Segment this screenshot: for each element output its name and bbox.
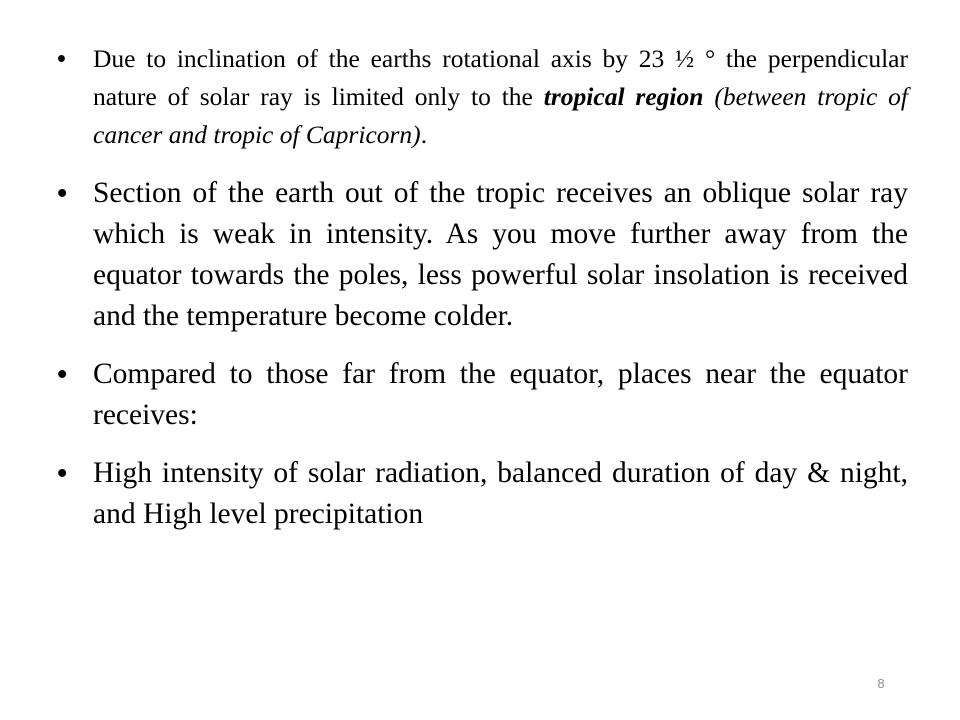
bullet-period: . xyxy=(420,120,428,149)
bullet-italic-text: (between tropic of cancer and tropic of Capricorn) xyxy=(93,82,908,149)
bullet-item xyxy=(57,173,908,337)
page-number: 8 xyxy=(877,676,885,691)
bullet-text: Compared to those far from the equator, places near the equator receives: xyxy=(93,358,908,431)
bullet-dot-icon: • xyxy=(57,358,68,391)
bullet-item xyxy=(57,354,908,436)
bullet-text: Due to inclination of the earths rotational axis by 23 ½ ° the perpendicular nature of solar ray is limited only to the xyxy=(93,44,908,111)
bullet-dot-icon: • xyxy=(57,45,66,73)
bullet-text: High intensity of solar radiation, balanced duration of day & night, and High level precipitation xyxy=(93,457,908,530)
bullet-text: Section of the earth out of the tropic receives an oblique solar ray which is weak in intensity. As you move further away from the equator towards the poles, less powerful solar insolation is received and the temperature become colder. xyxy=(93,177,908,332)
bullet-item xyxy=(57,40,908,154)
bullet-dot-icon: • xyxy=(57,457,68,490)
bullet-emphasis-text: tropical region xyxy=(543,82,704,111)
bullet-item xyxy=(57,453,908,535)
bullet-list xyxy=(57,40,908,552)
bullet-dot-icon: • xyxy=(57,177,68,210)
